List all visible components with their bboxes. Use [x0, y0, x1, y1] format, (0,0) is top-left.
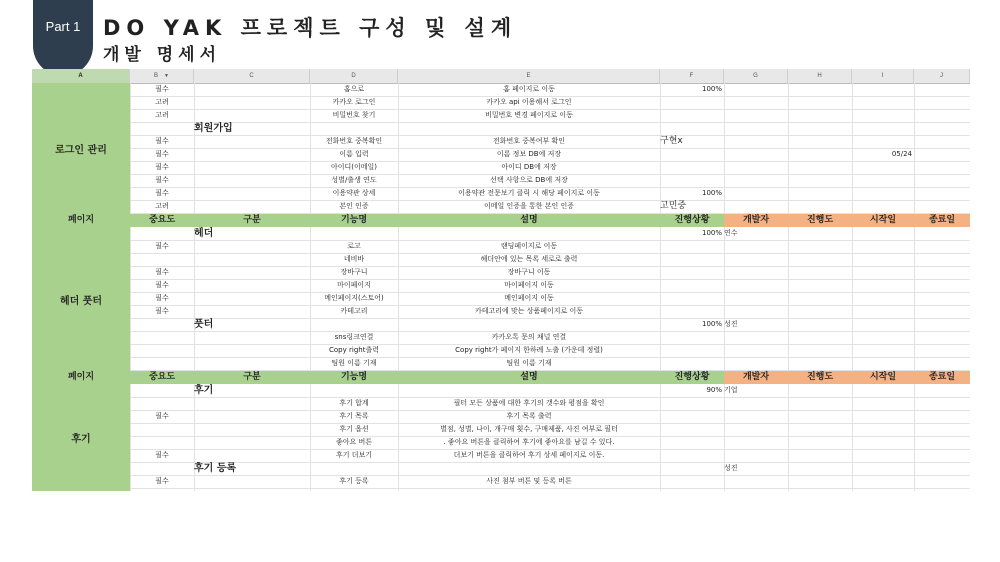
- cell-function[interactable]: 마이페이지: [337, 281, 371, 289]
- column-header-d[interactable]: D: [310, 69, 398, 83]
- cell-progress-status[interactable]: [660, 331, 722, 344]
- cell-importance[interactable]: 필수: [155, 85, 169, 93]
- cell-function[interactable]: 본인 인증: [339, 202, 369, 210]
- column-header-g[interactable]: G: [724, 69, 788, 83]
- cell-importance[interactable]: 필수: [155, 412, 169, 420]
- cell-importance[interactable]: [130, 318, 194, 331]
- cell-function[interactable]: Copy right출력: [329, 346, 379, 354]
- cell-progress-status[interactable]: [660, 436, 722, 449]
- cell-category[interactable]: [194, 331, 310, 344]
- cell-developer[interactable]: [724, 266, 786, 279]
- cell-description[interactable]: 카카오 api 이용해서 로그인: [486, 98, 572, 106]
- cell-progress-status[interactable]: [660, 475, 722, 488]
- column-header-c[interactable]: C: [194, 69, 310, 83]
- row-gridline: [130, 488, 970, 489]
- cell-progress-status[interactable]: [660, 174, 722, 187]
- cell-progress-status[interactable]: [660, 148, 722, 161]
- header-importance[interactable]: 중요도: [148, 215, 176, 225]
- cell-category[interactable]: [194, 423, 310, 436]
- cell-progress-status[interactable]: [660, 397, 722, 410]
- cell-description[interactable]: 비밀번호 변경 페이지로 이동: [485, 111, 573, 119]
- cell-function[interactable]: 메인페이지(스토어): [324, 294, 384, 302]
- cell-developer[interactable]: [724, 109, 786, 122]
- cell-function[interactable]: 후기 더보기: [335, 451, 373, 459]
- cell-description[interactable]: . 좋아요 버튼을 클릭하여 후기에 좋아요를 남길 수 있다.: [443, 438, 615, 446]
- cell-category[interactable]: [194, 174, 310, 187]
- cell-importance[interactable]: 필수: [155, 268, 169, 276]
- cell-importance[interactable]: 필수: [155, 242, 169, 250]
- cell-category[interactable]: [194, 161, 310, 174]
- section-header-footer[interactable]: 헤더 풋터: [32, 227, 130, 371]
- cell-progress-status[interactable]: 100%: [701, 320, 722, 328]
- cell-description[interactable]: [398, 227, 660, 240]
- cell-category[interactable]: [194, 187, 310, 200]
- cell-description[interactable]: 장바구니 이동: [507, 268, 551, 276]
- spreadsheet: [32, 69, 970, 491]
- cell-category[interactable]: 후기: [194, 385, 214, 396]
- cell-description[interactable]: 후기 목록 출력: [506, 412, 552, 420]
- cell-category[interactable]: [194, 344, 310, 357]
- cell-category[interactable]: [194, 135, 310, 148]
- cell-category[interactable]: [194, 83, 310, 96]
- cell-importance[interactable]: [130, 397, 194, 410]
- cell-function[interactable]: 홈으로: [343, 85, 365, 93]
- cell-developer[interactable]: 성진: [724, 464, 738, 472]
- cell-importance[interactable]: [130, 331, 194, 344]
- cell-start-date[interactable]: [852, 161, 912, 174]
- cell-function[interactable]: 후기 합계: [339, 399, 369, 407]
- cell-importance[interactable]: [130, 344, 194, 357]
- cell-progress-status[interactable]: [660, 266, 722, 279]
- cell-progress-status[interactable]: [660, 109, 722, 122]
- cell-developer[interactable]: [724, 174, 786, 187]
- cell-description[interactable]: 선택 사항으로 DB에 저장: [490, 176, 568, 184]
- header-description[interactable]: 설명: [520, 215, 538, 225]
- cell-developer[interactable]: [724, 397, 786, 410]
- column-header-row: [32, 69, 970, 84]
- cell-category[interactable]: 풋터: [194, 319, 214, 330]
- header-page[interactable]: 페이지: [67, 215, 95, 225]
- cell-developer[interactable]: [724, 292, 786, 305]
- header-importance[interactable]: 중요도: [148, 372, 176, 382]
- cell-developer[interactable]: [724, 148, 786, 161]
- cell-developer[interactable]: [724, 305, 786, 318]
- header-category[interactable]: 구분: [243, 372, 261, 382]
- cell-importance[interactable]: 필수: [155, 163, 169, 171]
- cell-function[interactable]: 로고: [347, 242, 361, 250]
- cell-importance[interactable]: [130, 122, 194, 135]
- cell-importance[interactable]: [130, 384, 194, 397]
- cell-progress-status[interactable]: 100%: [701, 85, 722, 93]
- cell-progress-status[interactable]: 구현x: [660, 136, 683, 146]
- cell-description[interactable]: 더보기 버튼을 클릭하여 후기 상세 페이지로 이동.: [453, 451, 605, 459]
- cell-description[interactable]: 전화번호 중복여부 확인: [492, 137, 566, 145]
- header-end-date[interactable]: 종료일: [914, 214, 970, 227]
- header-function[interactable]: 기능명: [340, 372, 368, 382]
- cell-category[interactable]: [194, 397, 310, 410]
- column-header-j[interactable]: J: [914, 69, 970, 83]
- cell-developer[interactable]: [724, 410, 786, 423]
- part-tab: [33, 0, 93, 76]
- cell-importance[interactable]: [130, 227, 194, 240]
- cell-category[interactable]: [194, 266, 310, 279]
- cell-function[interactable]: 장바구니: [340, 268, 368, 276]
- cell-description[interactable]: [398, 384, 660, 397]
- cell-description[interactable]: 아이디 DB에 저장: [501, 163, 557, 171]
- cell-function[interactable]: 성별/출생 연도: [331, 176, 377, 184]
- header-developer[interactable]: 개발자: [724, 214, 788, 227]
- cell-developer[interactable]: [724, 279, 786, 292]
- cell-developer[interactable]: [724, 200, 786, 213]
- cell-importance[interactable]: 필수: [155, 451, 169, 459]
- section-login[interactable]: 로그인 관리: [32, 83, 130, 214]
- cell-description[interactable]: 필터 모든 상품에 대한 후기의 갯수와 평점을 확인: [453, 399, 605, 407]
- cell-description[interactable]: [398, 318, 660, 331]
- cell-progress-status[interactable]: [660, 161, 722, 174]
- cell-description[interactable]: 별점, 성별, 나이, 개구매 횟수, 구매제품, 사진 여부로 필터: [440, 425, 618, 433]
- cell-importance[interactable]: 필수: [155, 176, 169, 184]
- filter-dropdown-icon[interactable]: ▼: [164, 73, 169, 79]
- section-review[interactable]: 후기: [32, 384, 130, 491]
- cell-description[interactable]: 사진 첨부 버튼 및 등록 버튼: [486, 477, 572, 485]
- cell-category[interactable]: [194, 410, 310, 423]
- cell-developer[interactable]: [724, 161, 786, 174]
- header-category[interactable]: 구분: [243, 215, 261, 225]
- cell-function[interactable]: [310, 122, 398, 135]
- cell-category[interactable]: [194, 449, 310, 462]
- cell-progress-status[interactable]: [660, 279, 722, 292]
- cell-developer[interactable]: [724, 344, 786, 357]
- cell-progress-status[interactable]: [660, 449, 722, 462]
- cell-importance[interactable]: 필수: [155, 150, 169, 158]
- cell-description[interactable]: 팀원 이름 기재: [506, 359, 552, 367]
- cell-description[interactable]: 이용약관 전문보기 클릭 시 해당 페이지로 이동: [458, 189, 600, 197]
- cell-description[interactable]: [398, 122, 660, 135]
- cell-description[interactable]: 랜딩페이지로 이동: [500, 242, 558, 250]
- cell-progress-status[interactable]: [660, 357, 722, 370]
- cell-category[interactable]: [194, 109, 310, 122]
- cell-category[interactable]: [194, 357, 310, 370]
- cell-function[interactable]: 후기 목록: [339, 412, 369, 420]
- cell-start-date[interactable]: [852, 135, 912, 148]
- cell-progress-status[interactable]: [660, 344, 722, 357]
- cell-start-date[interactable]: [852, 174, 912, 187]
- cell-description[interactable]: 홈 페이지로 이동: [503, 85, 555, 93]
- cell-progress-status[interactable]: [660, 96, 722, 109]
- cell-category[interactable]: [194, 253, 310, 266]
- cell-description[interactable]: 카카오톡 문의 채널 연결: [491, 333, 567, 341]
- cell-function[interactable]: [310, 384, 398, 397]
- cell-importance[interactable]: [130, 357, 194, 370]
- cell-function[interactable]: 후기 등록: [339, 477, 369, 485]
- cell-importance[interactable]: [130, 462, 194, 475]
- cell-developer[interactable]: [724, 449, 786, 462]
- cell-importance[interactable]: 고려: [155, 98, 169, 106]
- cell-importance[interactable]: 필수: [155, 307, 169, 315]
- cell-start-date[interactable]: [852, 109, 912, 122]
- cell-developer[interactable]: [724, 122, 786, 135]
- page-subtitle: 개발 명세서: [103, 45, 222, 65]
- cell-importance[interactable]: 필수: [155, 477, 169, 485]
- cell-progress-status[interactable]: 고민중: [660, 201, 687, 211]
- header-function[interactable]: 기능명: [340, 215, 368, 225]
- cell-function[interactable]: 후기 옵션: [339, 425, 369, 433]
- header-developer[interactable]: 개발자: [724, 371, 788, 384]
- cell-progress-status[interactable]: 90%: [706, 386, 722, 394]
- cell-importance[interactable]: 필수: [155, 189, 169, 197]
- cell-start-date[interactable]: [852, 96, 912, 109]
- cell-progress-status[interactable]: [660, 253, 722, 266]
- cell-developer[interactable]: 연수: [724, 229, 738, 237]
- cell-description[interactable]: 카테고리에 맞는 상품페이지로 이동: [474, 307, 584, 315]
- cell-category[interactable]: 후기 등록: [194, 463, 237, 474]
- cell-developer[interactable]: [724, 83, 786, 96]
- header-end-date[interactable]: 종료일: [914, 371, 970, 384]
- column-gridline: [788, 83, 789, 491]
- cell-importance[interactable]: 고려: [155, 111, 169, 119]
- cell-developer[interactable]: [724, 240, 786, 253]
- cell-function[interactable]: 팀원 이름 기재: [331, 359, 377, 367]
- cell-progress-status[interactable]: [660, 462, 722, 475]
- cell-description[interactable]: [398, 462, 660, 475]
- cell-importance[interactable]: [130, 423, 194, 436]
- cell-developer[interactable]: 기업: [724, 386, 738, 394]
- cell-category[interactable]: [194, 436, 310, 449]
- header-page[interactable]: 페이지: [67, 372, 95, 382]
- header-progress[interactable]: 진행도: [788, 214, 852, 227]
- cell-start-date[interactable]: [852, 83, 912, 96]
- cell-description[interactable]: 이름 정보 DB에 저장: [496, 150, 562, 158]
- cell-progress-status[interactable]: 100%: [701, 229, 722, 237]
- cell-developer[interactable]: [724, 475, 786, 488]
- cell-category[interactable]: [194, 200, 310, 213]
- cell-developer[interactable]: [724, 253, 786, 266]
- cell-description[interactable]: 마이페이지 이동: [504, 281, 554, 289]
- cell-function[interactable]: [310, 318, 398, 331]
- cell-importance[interactable]: 필수: [155, 137, 169, 145]
- table-header-row-2: [32, 371, 970, 384]
- cell-start-date[interactable]: [852, 187, 912, 200]
- cell-importance[interactable]: [130, 253, 194, 266]
- cell-progress-status[interactable]: 100%: [701, 189, 722, 197]
- cell-function[interactable]: 좋아요 버튼: [335, 438, 373, 446]
- cell-start-date[interactable]: [852, 200, 912, 213]
- cell-developer[interactable]: [724, 423, 786, 436]
- cell-description[interactable]: 메인페이지 이동: [504, 294, 554, 302]
- cell-function[interactable]: [310, 227, 398, 240]
- cell-importance[interactable]: 고려: [155, 202, 169, 210]
- cell-category[interactable]: [194, 148, 310, 161]
- cell-developer[interactable]: [724, 357, 786, 370]
- column-header-a[interactable]: A: [32, 69, 130, 83]
- cell-category[interactable]: [194, 279, 310, 292]
- cell-function[interactable]: 이용약관 상세: [332, 189, 376, 197]
- cell-developer[interactable]: 성진: [724, 320, 738, 328]
- table-header-row-1: [32, 214, 970, 227]
- column-header-b[interactable]: [130, 69, 194, 83]
- cell-progress-status[interactable]: [660, 292, 722, 305]
- cell-function[interactable]: 카테고리: [340, 307, 368, 315]
- column-header-h[interactable]: H: [788, 69, 852, 83]
- cell-description[interactable]: 이메일 인증을 통한 본인 인증: [483, 202, 575, 210]
- cell-developer[interactable]: [724, 187, 786, 200]
- cell-function[interactable]: 전화번호 중복확인: [325, 137, 383, 145]
- cell-progress-status[interactable]: [660, 305, 722, 318]
- cell-developer[interactable]: [724, 436, 786, 449]
- cell-developer[interactable]: [724, 331, 786, 344]
- cell-start-date[interactable]: 05/24: [891, 150, 912, 158]
- cell-importance[interactable]: 필수: [155, 281, 169, 289]
- cell-function[interactable]: 카카오 로그인: [332, 98, 376, 106]
- cell-progress-status[interactable]: [660, 410, 722, 423]
- header-progress-status[interactable]: 진행상황: [674, 372, 710, 382]
- column-header-f[interactable]: F: [660, 69, 724, 83]
- cell-function[interactable]: 네비바: [343, 255, 365, 263]
- cell-developer[interactable]: [724, 96, 786, 109]
- page-title: DO YAK 프로젝트 구성 및 설계: [103, 16, 518, 40]
- column-header-e[interactable]: E: [398, 69, 660, 83]
- cell-progress-status[interactable]: [660, 240, 722, 253]
- header-progress[interactable]: 진행도: [788, 371, 852, 384]
- cell-function[interactable]: 이름 입력: [339, 150, 369, 158]
- cell-category[interactable]: [194, 292, 310, 305]
- cell-function[interactable]: 아이디(이메일): [330, 163, 378, 171]
- header-start-date[interactable]: 시작일: [852, 371, 914, 384]
- header-start-date[interactable]: 시작일: [852, 214, 914, 227]
- cell-category[interactable]: [194, 96, 310, 109]
- cell-category[interactable]: [194, 240, 310, 253]
- cell-progress-status[interactable]: [660, 122, 722, 135]
- column-gridline: [914, 83, 915, 491]
- header-progress-status[interactable]: 진행상황: [674, 215, 710, 225]
- cell-description[interactable]: 헤더안에 있는 목록 세로로 출력: [480, 255, 578, 263]
- cell-progress-status[interactable]: [660, 423, 722, 436]
- part-tab-label: Part 1: [45, 19, 81, 34]
- cell-developer[interactable]: [724, 135, 786, 148]
- cell-category[interactable]: [194, 305, 310, 318]
- cell-function[interactable]: sns링크연결: [334, 333, 374, 341]
- column-header-i[interactable]: I: [852, 69, 914, 83]
- cell-function[interactable]: [310, 462, 398, 475]
- header-description[interactable]: 설명: [520, 372, 538, 382]
- cell-description[interactable]: Copy right가 페이지 한하례 노출 (가운데 정렬): [455, 346, 603, 354]
- cell-function[interactable]: 비밀번호 찾기: [332, 111, 376, 119]
- cell-category[interactable]: [194, 475, 310, 488]
- cell-importance[interactable]: [130, 436, 194, 449]
- cell-start-date[interactable]: [852, 122, 912, 135]
- column-header-b-label: B: [154, 73, 159, 79]
- cell-category[interactable]: 회원가입: [194, 123, 233, 134]
- cell-importance[interactable]: 필수: [155, 294, 169, 302]
- cell-category[interactable]: 헤더: [194, 228, 214, 239]
